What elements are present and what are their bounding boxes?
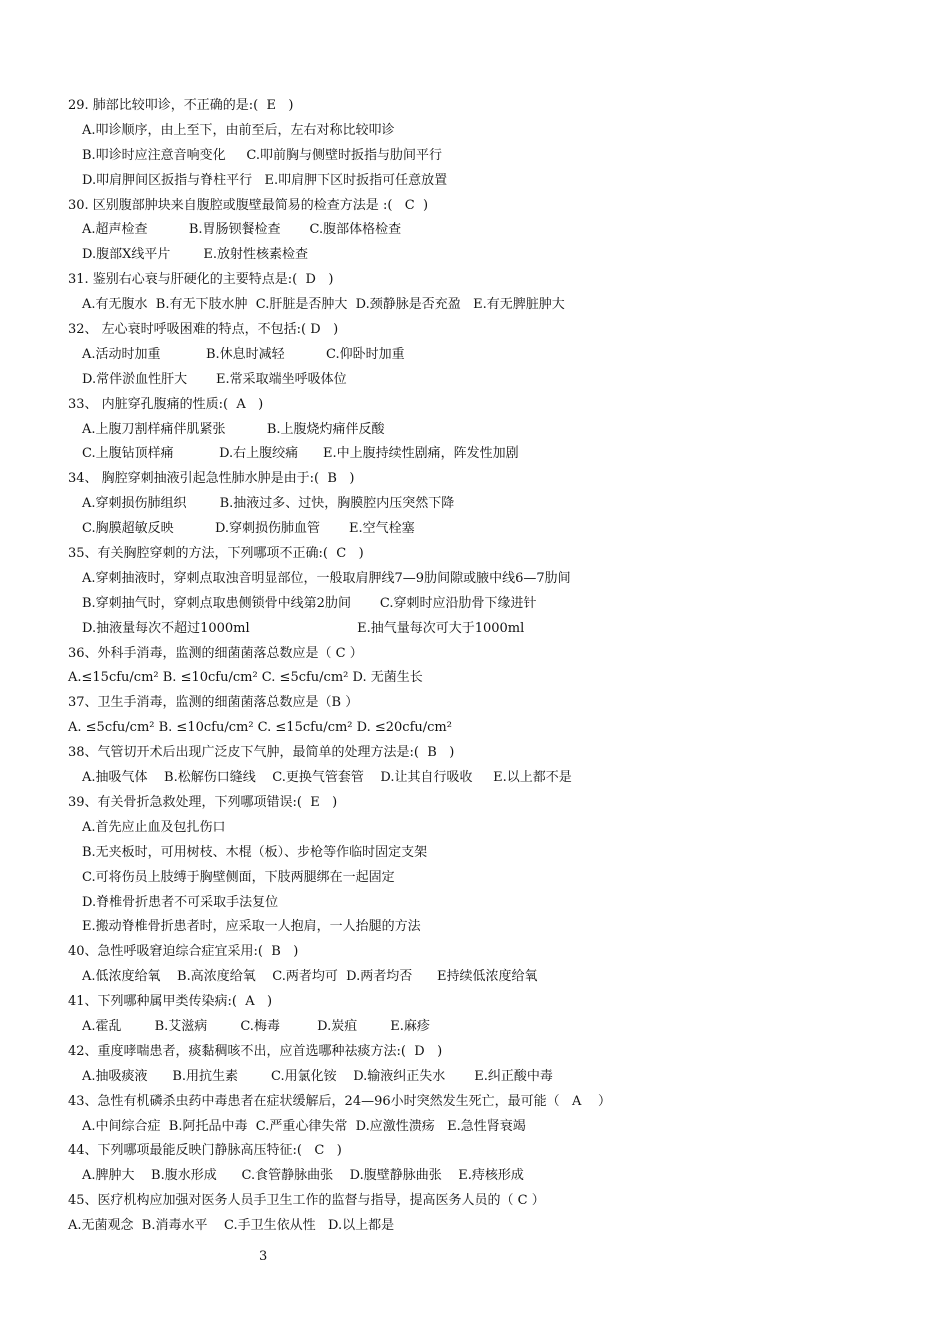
option-line: A.抽吸痰液 B.用抗生素 C.用氯化铵 D.输液纠正失水 E.纠正酸中毒 [82, 1068, 553, 1084]
option-line: B.穿刺抽气时，穿刺点取患侧锁骨中线第2肋间 C.穿刺时应沿肋骨下缘进针 [82, 595, 537, 611]
question-list [68, 94, 888, 1239]
option-line: C.胸膜超敏反映 D.穿刺损伤肺血管 E.空气栓塞 [82, 521, 415, 537]
option-line: C.可将伤员上肢缚于胸壁侧面，下肢两腿绑在一起固定 [82, 869, 395, 885]
page-number: 3 [259, 1249, 268, 1264]
option-line: A.中间综合症 B.阿托品中毒 C.严重心律失常 D.应激性溃疡 E.急性肾衰竭 [82, 1118, 526, 1134]
option-line: A.上腹刀割样痛伴肌紧张 B.上腹烧灼痛伴反酸 [82, 421, 385, 437]
question-line: A. ≤5cfu/cm² B. ≤10cfu/cm² C. ≤15cfu/cm² D. ≤20cfu/cm² [68, 720, 452, 736]
question-line: 38、气管切开术后出现广泛皮下气肿，最简单的处理方法是:( B ) [68, 745, 455, 761]
option-line: D.叩肩胛间区扳指与脊柱平行 E.叩肩胛下区时扳指可任意放置 [82, 172, 448, 188]
option-line: A.叩诊顺序，由上至下，由前至后，左右对称比较叩诊 [82, 122, 395, 138]
question-line: 34、 胸腔穿刺抽液引起急性肺水肿是由于:( B ) [68, 471, 355, 487]
option-line: D.脊椎骨折患者不可采取手法复位 [82, 894, 279, 910]
option-line: D.腹部X线平片 E.放射性核素检查 [82, 247, 309, 263]
question-line: 44、下列哪项最能反映门静脉高压特征:( C ) [68, 1143, 342, 1159]
question-line: 31. 鉴别右心衰与肝硬化的主要特点是:( D ) [68, 272, 334, 288]
question-line: 45、医疗机构应加强对医务人员手卫生工作的监督与指导，提高医务人员的（ C ） [68, 1193, 545, 1209]
option-line: D.常伴淤血性肝大 E.常采取端坐呼吸体位 [82, 371, 347, 387]
option-line: A.穿刺抽液时，穿刺点取浊音明显部位，一般取肩胛线7—9肋间隙或腋中线6—7肋间 [82, 570, 571, 586]
question-line: 32、 左心衰时呼吸困难的特点，不包括:( D ) [68, 322, 339, 338]
option-line: C.上腹钻顶样痛 D.右上腹绞痛 E.中上腹持续性剧痛，阵发性加剧 [82, 446, 519, 462]
option-line: A.有无腹水 B.有无下肢水肿 C.肝脏是否肿大 D.颈静脉是否充盈 E.有无脾脏肿大 [82, 297, 565, 313]
option-line: D.抽液量每次不超过1000ml E.抽气量每次可大于1000ml [82, 620, 525, 636]
option-line: A.活动时加重 B.休息时减轻 C.仰卧时加重 [82, 346, 405, 362]
question-line: A.无菌观念 B.消毒水平 C.手卫生依从性 D.以上都是 [68, 1218, 395, 1234]
question-line: 42、重度哮喘患者，痰黏稠咳不出，应首选哪种祛痰方法:( D ) [68, 1043, 443, 1059]
question-line: 29. 肺部比较叩诊，不正确的是:( E ) [68, 98, 294, 113]
option-line: A.穿刺损伤肺组织 B.抽液过多、过快，胸膜腔内压突然下降 [82, 496, 455, 512]
question-line: A.≤15cfu/cm² B. ≤10cfu/cm² C. ≤5cfu/cm² D. 无菌生长 [68, 670, 423, 686]
question-line: 41、下列哪种属甲类传染病:( A ) [68, 994, 273, 1010]
option-line: A.脾肿大 B.腹水形成 C.食管静脉曲张 D.腹壁静脉曲张 E.痔核形成 [82, 1168, 524, 1184]
option-line: B.无夹板时，可用树枝、木棍（板）、步枪等作临时固定支架 [82, 844, 428, 860]
question-line: 43、急性有机磷杀虫药中毒患者在症状缓解后，24—96小时突然发生死亡，最可能（ A ） [68, 1093, 611, 1109]
option-line: A.低浓度给氧 B.高浓度给氧 C.两者均可 D.两者均否 E持续低浓度给氧 [82, 969, 538, 985]
question-line: 39、有关骨折急救处理，下列哪项错误:( E ) [68, 794, 338, 810]
question-line: 33、 内脏穿孔腹痛的性质:( A ) [68, 396, 264, 412]
question-line: 40、急性呼吸窘迫综合症宜采用:( B ) [68, 944, 299, 960]
option-line: A.抽吸气体 B.松解伤口缝线 C.更换气管套管 D.让其自行吸收 E.以上都不是 [82, 770, 572, 786]
option-line: A.霍乱 B.艾滋病 C.梅毒 D.炭疽 E.麻疹 [82, 1018, 430, 1034]
question-line: 36、外科手消毒，监测的细菌菌落总数应是（ C ） [68, 645, 363, 661]
question-line: 30. 区别腹部肿块来自腹腔或腹壁最简易的检查方法是 :( C ) [68, 197, 429, 213]
option-line: A.首先应止血及包扎伤口 [82, 819, 226, 835]
option-line: A.超声检查 B.胃肠钡餐检查 C.腹部体格检查 [82, 222, 402, 238]
question-line: 37、卫生手消毒，监测的细菌菌落总数应是（B ） [68, 695, 359, 711]
option-line: E.搬动脊椎骨折患者时，应采取一人抱肩，一人抬腿的方法 [82, 919, 421, 935]
option-line: B.叩诊时应注意音响变化 C.叩前胸与侧壁时扳指与肋间平行 [82, 147, 442, 163]
question-line: 35、有关胸腔穿刺的方法，下列哪项不正确:( C ) [68, 546, 364, 562]
